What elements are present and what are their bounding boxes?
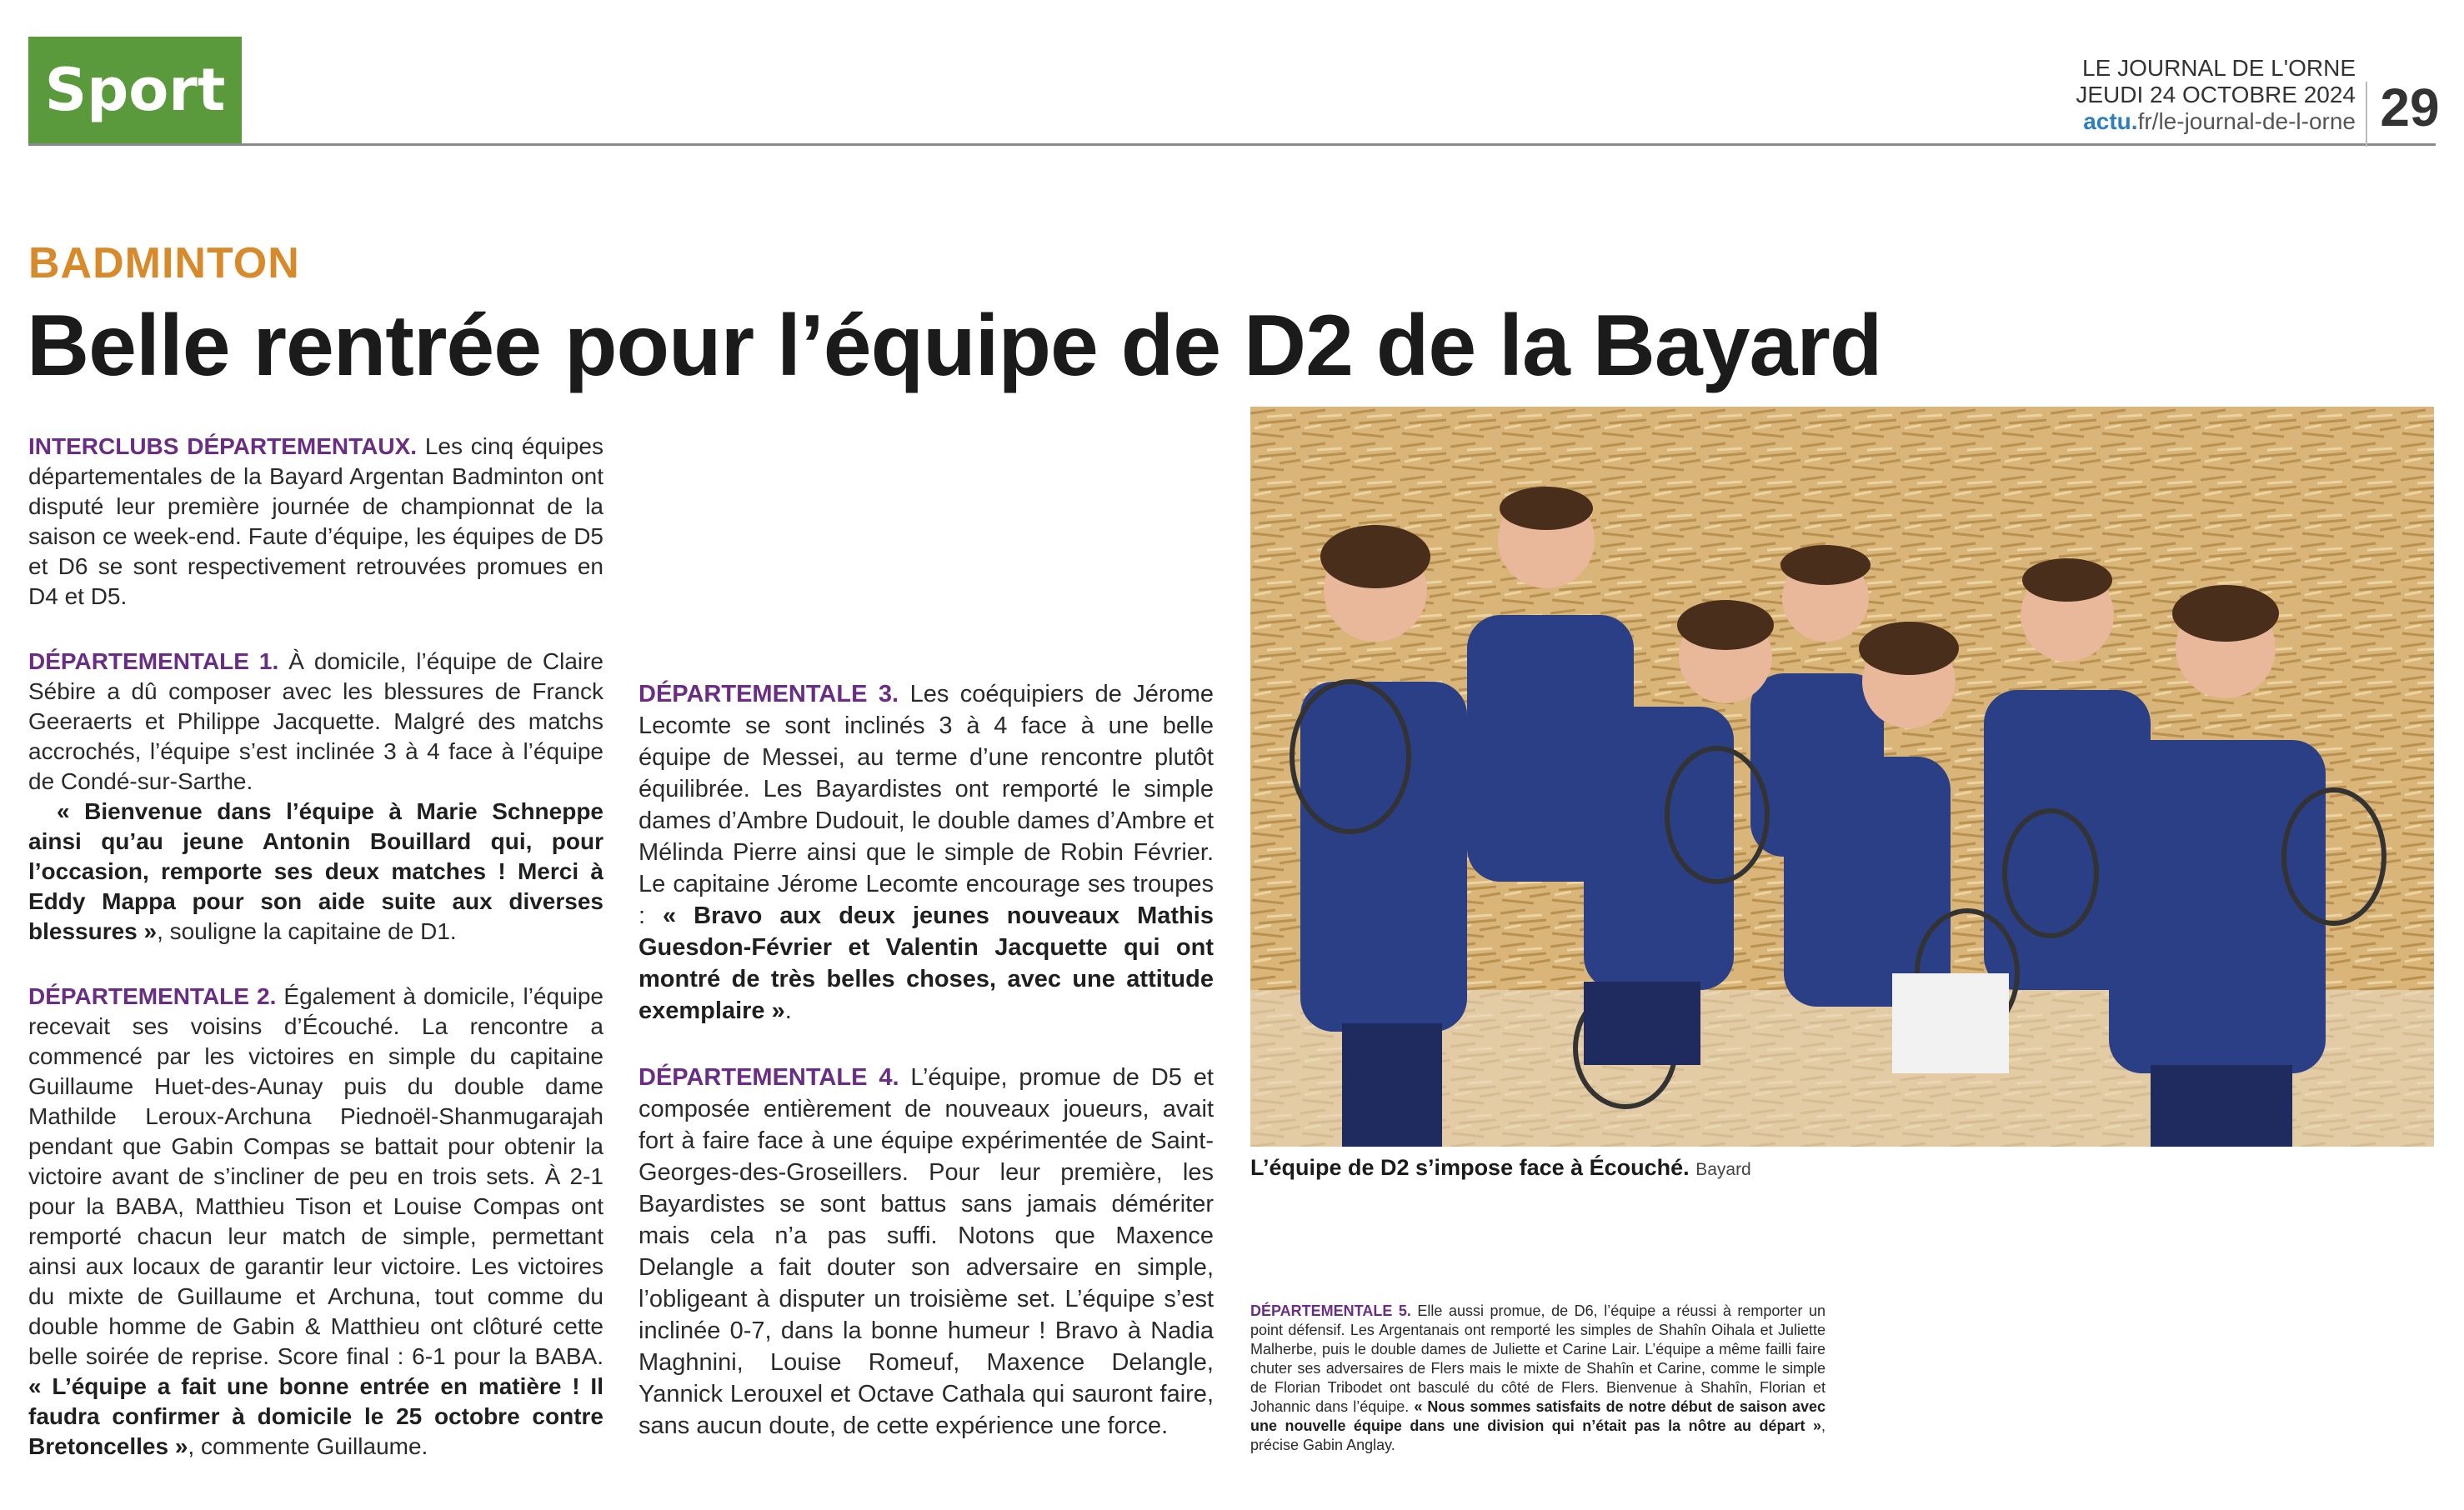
photo-caption [1250,1155,1751,1181]
body-text: , commente Guillaume. [188,1433,428,1459]
paragraph-d1 [28,647,603,797]
paragraph-d1-quote [28,797,603,947]
lead-d4: DÉPARTEMENTALE 4. [639,1064,899,1091]
paragraph-interclubs [28,432,603,612]
lead-d5: DÉPARTEMENTALE 5. [1250,1302,1411,1319]
body-text: Les cinq équipes départementales de la Bayard Argentan Badminton ont disputé leur première journée de championnat de la saison ce week-end. Faute d’équipe, les équipes de D5 et D6 se sont respectivement retrouvées promues en D4 et D5. [28,433,603,609]
text-column-2 [639,397,1214,1477]
team-photo [1250,407,2434,1147]
body-text: L’équipe, promue de D5 et composée entièrement de nouveaux joueurs, avait fort à faire face à une équipe expérimentée de Saint-Georges-des-Groseillers. Pour leur première, les Bayardistes se sont battus sans jamais démériter mais cela n’a pas suffi. Notons que Maxence Delangle a fait douter son adversaire en simple, l’obligeant à disputer un troisième set. L’équipe s’est inclinée 0-7, dans la bonne humeur ! Bravo à Nadia Maghnini, Louise Romeuf, Maxence Delangle, Yannick Lerouxel et Octave Cathala qui sauront faire, sans aucun doute, de cette expérience une force. [639,1064,1214,1439]
lead-d2: DÉPARTEMENTALE 2. [28,983,277,1009]
paragraph-d3 [639,678,1214,1027]
quote-d3: « Bravo aux deux jeunes nouveaux Mathis Guesdon-Février et Valentin Jacquette qui ont montré de très belles choses, avec une attitude exemplaire » [639,902,1214,1024]
page-number: 29 [2380,78,2440,138]
quote-d1: « Bienvenue dans l’équipe à Marie Schneppe ainsi qu’au jeune Antonin Bouillard qui, pour l’occasion, remporte ses deux matches ! Merci à Eddy Mappa pour son aide suite aux diverses blessures » [28,798,603,944]
paragraph-d2 [28,982,603,1462]
body-text: Les coéquipiers de Jérome Lecomte se sont inclinés 3 à 4 face à une belle équipe de Messei, au terme d’une rencontre plutôt équilibrée. Les Bayardistes ont remporté le simple dames d’Ambre Dudouit, le double dames d’Ambre et Mélinda Pierre ainsi que le simple de Robin Février. Le capitaine Jérome Lecomte encourage ses troupes : [639,681,1214,929]
lead-d3: DÉPARTEMENTALE 3. [639,681,899,708]
paragraph-d5 [1250,1302,1825,1455]
body-text: . [784,998,792,1024]
header-rule [28,143,2436,146]
body-text: , souligne la capitaine de D1. [157,918,457,944]
article-kicker: BADMINTON [28,239,300,288]
text-column-3 [1250,1200,1825,1490]
body-text: , précise Gabin Anglay. [1250,1418,1825,1453]
journal-name: LE JOURNAL DE L'ORNE [2082,55,2356,81]
lead-d1: DÉPARTEMENTALE 1. [28,648,279,674]
article-headline: Belle rentrée pour l’équipe de D2 de la Bayard [27,298,1882,394]
section-tag: Sport [28,37,242,143]
body-text: Elle aussi promue, de D6, l’équipe a réussi à remporter un point défensif. Les Argentanais ont remporté les simples de Shahîn Oihala et Juliette Malherbe, puis le double dames de Juliette et Carine Lair. L’équipe a même failli faire chuter ses adversaires de Flers mais le mixte de Shahîn et Carine, comme le simple de Florian Tribodet ont basculé du côté de Flers. Bienvenue à Shahîn, Florian et Johannic dans l’équipe. [1250,1302,1825,1415]
quote-d2: « L’équipe a fait une bonne entrée en matière ! Il faudra confirmer à domicile le 25 octobre contre Bretoncelles » [28,1373,603,1459]
lead-interclubs: INTERCLUBS DÉPARTEMENTAUX. [28,433,418,459]
paragraph-d4 [639,1062,1214,1442]
issue-date: JEUDI 24 OCTOBRE 2024 [2076,82,2356,108]
caption-text: L’équipe de D2 s’impose face à Écouché. [1250,1155,1690,1180]
body-text: À domicile, l’équipe de Claire Sébire a dû composer avec les blessures de Franck Geeraerts et Philippe Jacquette. Malgré des matchs accrochés, l’équipe s’est inclinée 3 à 4 face à l’équipe de Condé-sur-Sarthe. [28,648,604,794]
page-separator [2366,82,2367,147]
url-brand: actu. [2083,108,2138,134]
text-column-1 [28,432,603,1497]
team-photo-illustration [1250,407,2434,1147]
quote-d5: « Nous sommes satisfaits de notre début de saison avec une nouvelle équipe dans une division qui n’était pas la nôtre au départ » [1250,1398,1825,1434]
journal-masthead [2076,55,2356,135]
body-text: Également à domicile, l’équipe recevait ses voisins d’Écouché. La rencontre a commencé par les victoires en simple du capitaine Guillaume Huet-des-Aunay puis du double dame Mathilde Leroux-Archuna Piednoël-Shanmugarajah pendant que Gabin Compas se battait pour obtenir la victoire avant de s’incliner de peu en trois sets. À 2-1 pour la BABA, Matthieu Tison et Louise Compas ont remporté chacun leur match de simple, permettant ainsi aux locaux de garantir leur victoire. Les victoires du mixte de Guillaume et Archuna, tout comme du double homme de Gabin & Matthieu ont clôturé cette belle soirée de reprise. Score final : 6-1 pour la BABA. [28,983,604,1369]
journal-url[interactable] [2076,108,2356,135]
url-path: fr/le-journal-de-l-orne [2137,108,2356,134]
photo-credit: Bayard [1695,1160,1751,1179]
